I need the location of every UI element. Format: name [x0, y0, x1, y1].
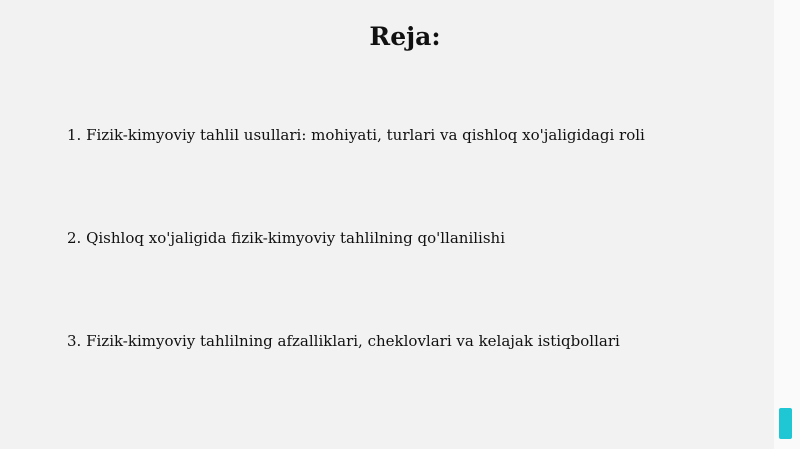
slide-title: Reja:	[369, 22, 441, 51]
plan-item-2: 2. Qishloq xo'jaligida fizik-kimyoviy tahlilning qo'llanilishi	[67, 229, 505, 247]
plan-item-3: 3. Fizik-kimyoviy tahlilning afzalliklari, cheklovlari va kelajak istiqbollari	[67, 332, 620, 350]
scrollbar-track[interactable]	[774, 0, 800, 449]
scrollbar-thumb[interactable]	[779, 408, 792, 439]
plan-item-1: 1. Fizik-kimyoviy tahlil usullari: mohiyati, turlari va qishloq xo'jaligidagi roli	[67, 126, 645, 144]
